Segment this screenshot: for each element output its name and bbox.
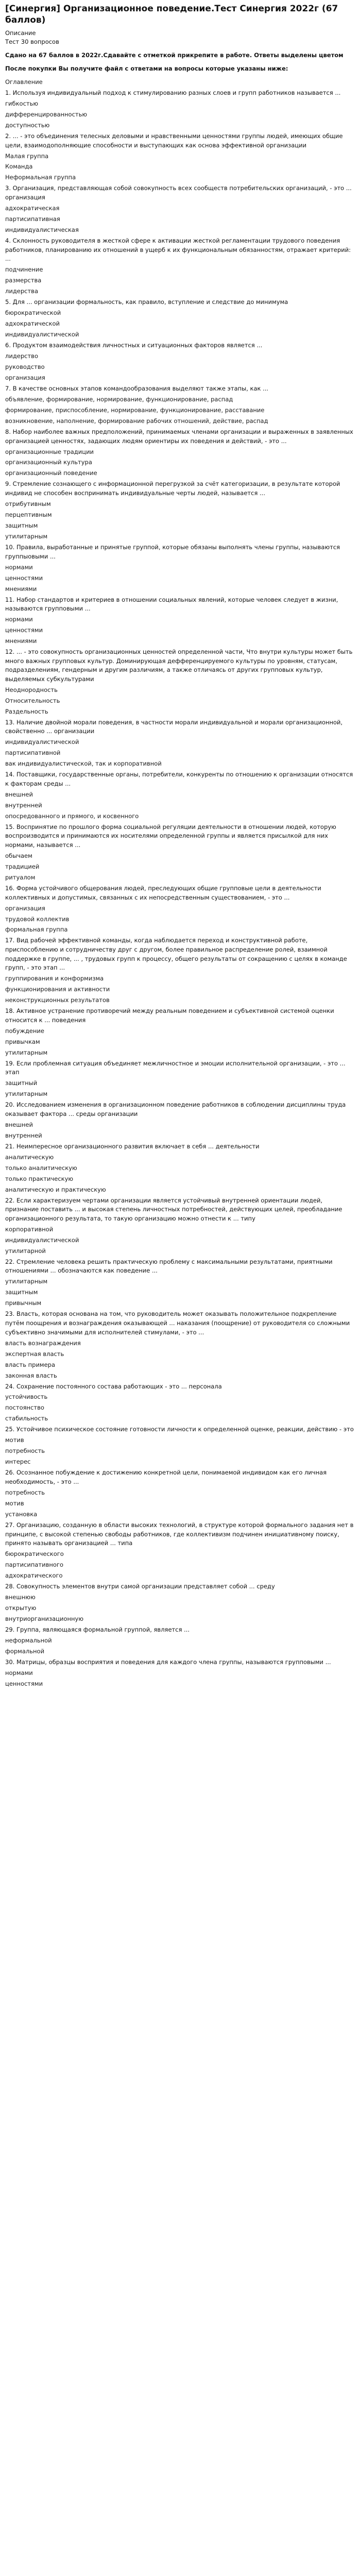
answer-option: неконструкционных результатов xyxy=(5,996,110,1004)
question-text: 6. Продуктом взаимодействия личностных и ситуационных факторов является ... xyxy=(5,342,263,349)
answer-option: организация xyxy=(5,374,45,381)
question-text: 24. Сохранение постоянного состава работающих - это ... персонала xyxy=(5,1382,222,1390)
answer-option: Команда xyxy=(5,163,33,171)
answer-option: вак индивидуалистической, так и корпоративной xyxy=(5,760,162,768)
question-text: 19. Если проблемная ситуация объединяет межличностное и эмоции исполнительной организации, - это ... этап xyxy=(5,1059,346,1076)
question-text: 3. Организация, представляющая собой совокупность всех сообществ потребительских организаций, - это ... организация xyxy=(5,184,352,201)
answer-option: нормами xyxy=(5,616,33,623)
question-text: 16. Форма устойчивого общерования людей, преследующих общие групповые цели в деятельности коллективных и допустимых, связанных с их непосредственным существованием, - это ... xyxy=(5,884,321,901)
question-text: 14. Поставщики, государственные органы, потребители, конкуренты по отношению к организации относятся к факторам среды ... xyxy=(5,771,353,787)
answer-option: ценностями xyxy=(5,574,43,582)
answer-option: аналитическую xyxy=(5,1153,54,1161)
answer-option: ценностями xyxy=(5,1680,43,1687)
question-text: 23. Власть, которая основана на том, что руководитель может оказывать положительное подкрепление путём поощрения и вознаграждения оказывающей ... наказания (поощрение) от руководителя со сложными субъективно значимыми для исполнителей стимулами, - это ... xyxy=(5,1310,350,1336)
answer-option: Раздельность xyxy=(5,707,48,715)
answer-option: мотив xyxy=(5,1499,24,1507)
answer-option: лидерства xyxy=(5,287,38,295)
answer-option: утилитарным xyxy=(5,1090,48,1098)
answer-option: организационные традиции xyxy=(5,448,94,455)
answer-option: отрибутивным xyxy=(5,500,51,508)
answer-option: нормами xyxy=(5,563,33,571)
test-count: Тест 30 вопросов xyxy=(5,38,59,45)
answer-option: утилитарной xyxy=(5,1247,46,1255)
note-purchase: После покупки Вы получите файл с ответами на вопросы которые указаны ниже: xyxy=(5,65,288,72)
answer-option: возникновение, наполнение, формирование рабочих отношений, действие, распад xyxy=(5,417,268,425)
answer-option: внешней xyxy=(5,1121,33,1128)
answer-option: корпоративной xyxy=(5,1225,54,1233)
answer-option: формальная группа xyxy=(5,926,68,934)
answer-option: стабильность xyxy=(5,1415,48,1422)
answer-option: индивидуалистическая xyxy=(5,226,79,233)
answer-option: индивидуалистической xyxy=(5,738,79,746)
question-text: 13. Наличие двойной морали поведения, в частности морали индивидуальной и морали организационной, свойственно ... организации xyxy=(5,718,343,735)
answer-option: Малая группа xyxy=(5,152,49,160)
answer-option: трудовой коллектив xyxy=(5,915,70,923)
answer-option: перцептивным xyxy=(5,511,52,519)
question-text: 28. Совокупность элементов внутри самой организации представляет собой ... среду xyxy=(5,1583,275,1590)
answer-option: группирования и конформизма xyxy=(5,975,104,982)
question-text: 2. ... - это объединения телесных деловыми и нравственными ценностями группы людей, имеющих общие цели, взаимодополняющие способности и выступающих как основа эффективной организации xyxy=(5,132,343,149)
answer-option: внутриорганизационную xyxy=(5,1615,84,1622)
answer-option: партисипативного xyxy=(5,1561,63,1569)
answer-option: привычкам xyxy=(5,1038,40,1045)
question-text: 30. Матрицы, образцы восприятия и поведения для каждого члена группы, называются групповыми ... xyxy=(5,1658,331,1666)
answer-option: организация xyxy=(5,904,45,912)
question-text: 4. Склонность руководителя в жесткой сфере к активации жесткой регламентации трудового поведения работников, планированию их отношений в ущерб к их функциональным обязанностям, отражает критерий: ... xyxy=(5,236,351,263)
answer-option: бюрократического xyxy=(5,1550,64,1558)
note-score: Сдано на 67 баллов в 2022г.Сдавайте с отметкой прикрепите в работе. Ответы выделены цветом xyxy=(5,52,343,59)
answer-option: мнениями xyxy=(5,585,37,592)
question-text: 20. Исследованием изменения в организационном поведение работников в соблюдении дисциплины труда оказывает фактора ... среды организации xyxy=(5,1101,346,1117)
spacer xyxy=(5,60,356,64)
question-text: 11. Набор стандартов и критериев в отношении социальных явлений, которые человек следует в жизни, называются групповыми ... xyxy=(5,596,338,613)
answer-option: Оглавление xyxy=(5,78,43,86)
answer-option: руководство xyxy=(5,363,45,371)
answer-option: только практическую xyxy=(5,1175,74,1182)
question-text: 22. Если характеризуем чертами организации является устойчивый внутренней ориентации людей, признание поставить ... и высокая степень личностных потребностей, действующих целей, преобладание организационного результата, то такую организацию можно отнести к ... типу xyxy=(5,1196,342,1222)
answer-option: бюрократической xyxy=(5,309,61,317)
answer-option: гибкостью xyxy=(5,99,39,107)
answer-option: партисипативной xyxy=(5,749,61,757)
answer-option: утилитарным xyxy=(5,532,48,540)
answer-option: дифференцированностью xyxy=(5,110,88,118)
answer-option: внешнюю xyxy=(5,1594,36,1601)
question-text: 8. Набор наиболее важных предположений, принимаемых членами организации и выраженных в заявленных организацией ценностях, задающих людям ориентиры их поведения и действий, - это ... xyxy=(5,428,353,445)
answer-option: функционирования и активности xyxy=(5,986,110,993)
answer-option: формальной xyxy=(5,1647,45,1655)
answer-option: ритуалом xyxy=(5,873,36,881)
answer-option: адхократической xyxy=(5,320,60,328)
answer-option: ценностями xyxy=(5,626,43,634)
question-text: 5. Для ... организации формальность, как правило, вступление и следствие до минимума xyxy=(5,298,288,306)
answer-option: индивидуалистической xyxy=(5,331,79,338)
answer-option: объявление, формирование, нормирование, функционирование, распад xyxy=(5,395,233,403)
questions-list xyxy=(5,78,356,1688)
answer-option: интерес xyxy=(5,1458,31,1466)
question-text: 25. Устойчивое психическое состояние готовности личности к определенной оценке, реакции, действию - это xyxy=(5,1426,354,1433)
answer-option: внешней xyxy=(5,790,33,798)
answer-option: устойчивость xyxy=(5,1393,48,1401)
spacer xyxy=(5,46,356,51)
answer-option: власть примера xyxy=(5,1361,56,1368)
answer-option: формирование, приспособление, нормирование, функционирование, расставание xyxy=(5,406,265,414)
answer-option: подчинение xyxy=(5,266,43,274)
answer-option: потребность xyxy=(5,1488,45,1496)
answer-option: адхократическая xyxy=(5,205,60,212)
answer-option: Относительность xyxy=(5,697,60,704)
question-text: 21. Неимпересное организационного развития включает в себя ... деятельности xyxy=(5,1142,260,1150)
answer-option: защитный xyxy=(5,1079,38,1087)
answer-option: Неоднородность xyxy=(5,686,58,693)
answer-option: защитным xyxy=(5,522,38,529)
answer-option: организационный поведение xyxy=(5,469,97,477)
question-text: 26. Осознанное побуждение к достижению конкретной цели, понимаемой индивидом как его личная необходимость, - это ... xyxy=(5,1469,327,1485)
answer-option: опосредованного и прямого, и косвенного xyxy=(5,812,139,820)
question-text: 1. Используя индивидуальный подход к стимулированию разных слоев и групп работников называется ... xyxy=(5,89,341,96)
answer-option: индивидуалистической xyxy=(5,1236,79,1244)
answer-option: побуждение xyxy=(5,1027,44,1035)
question-text: 17. Вид рабочей эффективной команды, когда наблюдается переход и конструктивной работе, приспособлению и сотрудничеству друг с другом, более правильное распределение ролей, взаимной поддержке в группе, ... , трудовых групп к процессу, общего результаты от сокращению с целях в команде групп, - это этап ... xyxy=(5,937,347,972)
answer-option: организационный культура xyxy=(5,459,92,466)
question-text: 27. Организацию, созданную в области высоких технологий, в структуре которой формального задания нет в принципе, с высокой степенью свободы работников, где коллективизм подчинен инициативному поиску, принято называть организацией ... типа xyxy=(5,1521,354,1547)
answer-option: нормами xyxy=(5,1669,33,1676)
answer-option: мнениями xyxy=(5,637,37,645)
answer-option: защитным xyxy=(5,1289,38,1296)
question-text: 18. Активное устранение противоречий между реальным поведением и субъективной системой оценки относится к ... поведения xyxy=(5,1007,334,1024)
answer-option: партисипативная xyxy=(5,215,60,223)
answer-option: аналитическую и практическую xyxy=(5,1185,106,1193)
answer-option: законная власть xyxy=(5,1371,57,1379)
question-text: 12. ... - это совокупность организационных ценностей определенной части, Что внутри культуры может быть много важных групповых культур. Доминирующая дефференцируемого культуры по уровням, статусам, подразделениям, гендерным и другим различиям, а также отличаясь от других групповых культур, выделяемых субкультурами xyxy=(5,648,353,683)
answer-option: внутренней xyxy=(5,1131,42,1139)
answer-option: размерства xyxy=(5,277,42,284)
question-text: 9. Стремление сознающего с информационной перегрузкой за счёт категоризации, в результате которой индивид не способен воспринимать индивидуальные черты людей, называется ... xyxy=(5,480,340,497)
answer-option: открытую xyxy=(5,1604,37,1612)
question-text: 22. Стремление человека решить практическую проблему с максимальными результатами, приятными отношениями ... обозначаются как поведение ... xyxy=(5,1258,333,1275)
answer-option: экспертная власть xyxy=(5,1350,64,1358)
answer-option: доступностью xyxy=(5,121,50,129)
question-text: 7. В качестве основных этапов командообразования выделяют также этапы, как ... xyxy=(5,384,269,392)
spacer xyxy=(5,73,356,78)
question-text: 15. Воспринятие по прошлого форма социальной регуляции деятельности в отношении людей, которую воспроизводится и принимаются их носителями определенной группы и является присылкой для них нормами, называется ... xyxy=(5,823,336,849)
answer-option: привычным xyxy=(5,1299,42,1307)
answer-option: лидерство xyxy=(5,352,38,360)
answer-option: потребность xyxy=(5,1447,45,1455)
description-label: Описание xyxy=(5,29,36,37)
document-title: [Синергия] Организационное поведение.Тест Синергия 2022г (67 баллов) xyxy=(5,4,338,25)
question-text: 10. Правила, выработанные и принятые группой, которые обязаны выполнять члены группы, называются группыовыми ... xyxy=(5,543,340,560)
answer-option: установка xyxy=(5,1510,38,1518)
answer-option: внутренней xyxy=(5,801,42,809)
answer-option: власть вознаграждения xyxy=(5,1339,81,1347)
answer-option: только аналитическую xyxy=(5,1164,77,1172)
answer-option: адхократического xyxy=(5,1572,63,1580)
answer-option: утилитарным xyxy=(5,1048,48,1056)
answer-option: утилитарным xyxy=(5,1278,48,1285)
question-text: 29. Группа, являющаяся формальной группой, является ... xyxy=(5,1625,190,1633)
answer-option: традицией xyxy=(5,862,40,870)
answer-option: мотив xyxy=(5,1436,24,1444)
answer-option: неформальной xyxy=(5,1636,52,1644)
answer-option: обычаем xyxy=(5,852,32,859)
answer-option: Неформальная группа xyxy=(5,174,76,181)
answer-option: постоянство xyxy=(5,1404,44,1412)
